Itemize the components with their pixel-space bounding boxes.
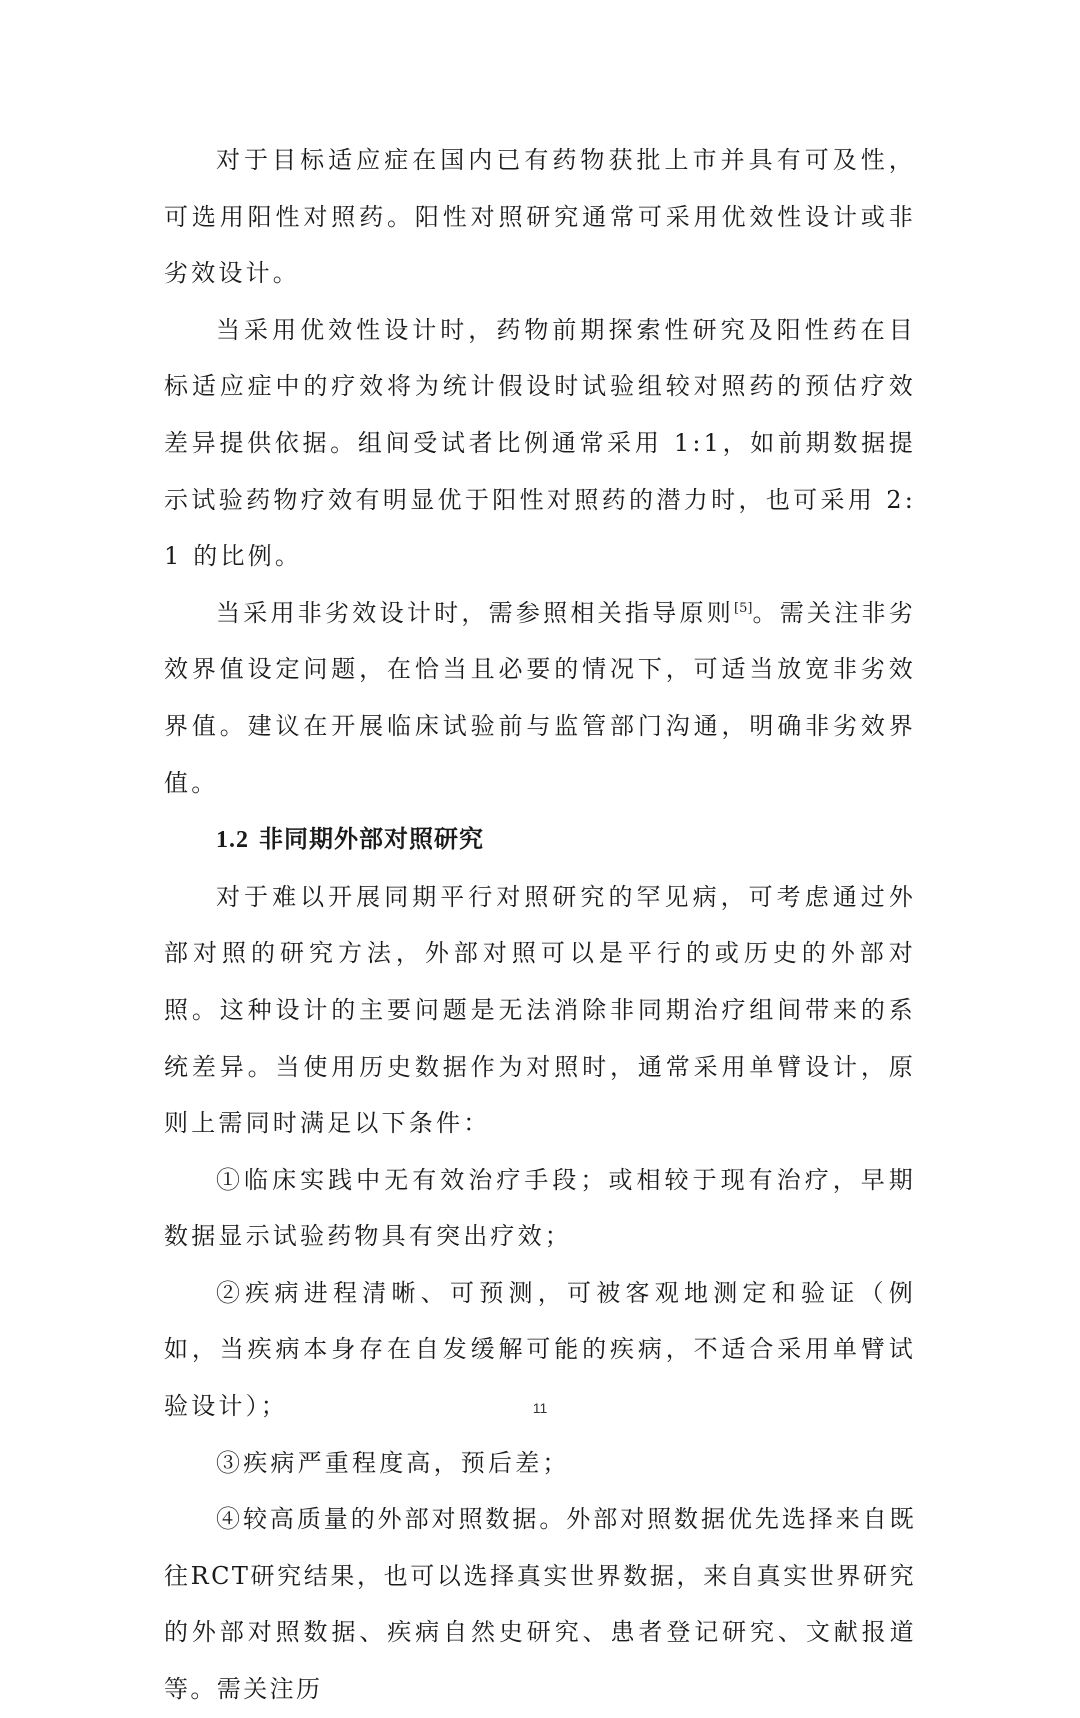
- paragraph-text: 。需关注非劣效界值设定问题，在恰当且必要的情况下，可适当放宽非劣效界值。建议在开展临床试验前与监管部门沟通，明确非劣效界值。: [164, 598, 916, 797]
- document-body: [164, 132, 916, 1718]
- section-title: 非同期外部对照研究: [259, 824, 484, 854]
- condition-item-2: ②疾病进程清晰、可预测，可被客观地测定和验证（例如，当疾病本身存在自发缓解可能的疾病，不适合采用单臂试验设计）；: [164, 1278, 916, 1421]
- paragraph-non-inferiority-design: [164, 585, 916, 811]
- condition-item-1: ①临床实践中无有效治疗手段；或相较于现有治疗，早期数据显示试验药物具有突出疗效；: [164, 1165, 916, 1251]
- section-number: 1.2: [216, 827, 249, 854]
- paragraph-positive-control: 对于目标适应症在国内已有药物获批上市并具有可及性，可选用阳性对照药。阳性对照研究通常可采用优效性设计或非劣效设计。: [164, 146, 916, 288]
- page-number: 11: [532, 1400, 548, 1416]
- section-heading: [164, 811, 916, 869]
- paragraph-text: 当采用非劣效设计时，需参照相关指导原则: [216, 598, 734, 627]
- citation-reference: [5]: [734, 600, 753, 616]
- condition-item-3: ③疾病严重程度高，预后差；: [216, 1448, 570, 1477]
- paragraph-external-control: 对于难以开展同期平行对照研究的罕见病，可考虑通过外部对照的研究方法，外部对照可以是平行的或历史的外部对照。这种设计的主要问题是无法消除非同期治疗组间带来的系统差异。当使用历史数据作为对照时，通常采用单臂设计，原则上需同时满足以下条件：: [164, 882, 916, 1138]
- condition-item-4: ④较高质量的外部对照数据。外部对照数据优先选择来自既往RCT研究结果，也可以选择真实世界数据，来自真实世界研究的外部对照数据、疾病自然史研究、患者登记研究、文献报道等。需关注历: [164, 1505, 916, 1704]
- paragraph-superiority-design: 当采用优效性设计时，药物前期探索性研究及阳性药在目标适应症中的疗效将为统计假设时试验组较对照药的预估疗效差异提供依据。组间受试者比例通常采用 1:1，如前期数据提示试验药物疗效有明显优于阳性对照药的潜力时，也可采用 2:1 的比例。: [164, 315, 916, 571]
